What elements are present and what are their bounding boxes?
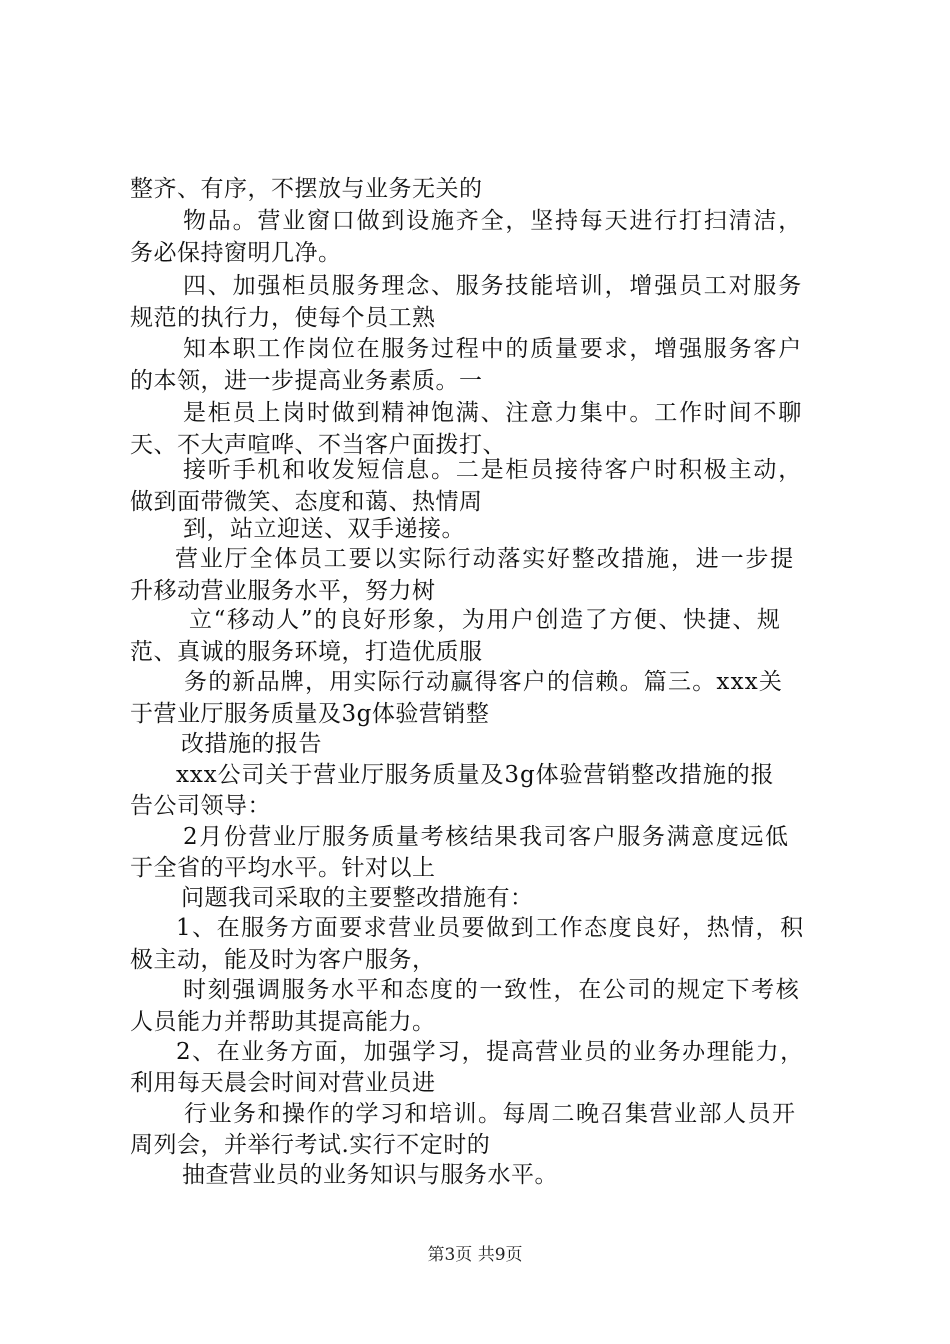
text-line: 立“移动人”的良好形象，为用户创造了方便、快捷、规 — [189, 607, 782, 633]
text-line: 于营业厅服务质量及3g体验营销整 — [130, 701, 490, 727]
text-line: 四、加强柜员服务理念、服务技能培训，增强员工对服务 — [183, 273, 803, 299]
text-line: 务必保持窗明几净。 — [130, 240, 342, 266]
text-line: 抽查营业员的业务知识与服务水平。 — [182, 1162, 558, 1188]
text-line: 利用每天晨会时间对营业员进 — [130, 1070, 436, 1096]
text-line: 务的新品牌，用实际行动赢得客户的信赖。篇三。xxx关 — [184, 669, 784, 695]
text-line: 知本职工作岗位在服务过程中的质量要求，增强服务客户 — [183, 336, 803, 362]
text-line: 整齐、有序，不摆放与业务无关的 — [130, 176, 483, 202]
text-line: 天、不大声喧哗、不当客户面拨打、 — [130, 432, 506, 458]
text-line: 于全省的平均水平。针对以上 — [130, 855, 436, 881]
text-line: 物品。营业窗口做到设施齐全，坚持每天进行打扫清洁， — [183, 208, 803, 234]
text-line: 是柜员上岗时做到精神饱满、注意力集中。工作时间不聊 — [183, 400, 803, 426]
text-line: 的本领，进一步提高业务素质。一 — [130, 368, 483, 394]
text-line: 升移动营业服务水平，努力树 — [130, 578, 436, 604]
text-line: 人员能力并帮助其提高能力。 — [130, 1009, 436, 1035]
text-line: 规范的执行力，使每个员工熟 — [130, 305, 436, 331]
text-line: 问题我司采取的主要整改措施有： — [181, 885, 534, 911]
text-line: xxx公司关于营业厅服务质量及3g体验营销整改措施的报 — [176, 762, 775, 788]
text-line: 1、在服务方面要求营业员要做到工作态度良好，热情，积 — [176, 915, 805, 941]
text-line: 周列会，并举行考试.实行不定时的 — [130, 1132, 491, 1158]
text-line: 告公司领导： — [130, 793, 271, 819]
page-number-footer: 第3页 共9页 — [427, 1245, 523, 1265]
text-line: 时刻强调服务水平和态度的一致性，在公司的规定下考核 — [183, 977, 801, 1003]
text-line: 范、真诚的服务环境，打造优质服 — [130, 639, 483, 665]
text-line: 接听手机和收发短信息。二是柜员接待客户时积极主动， — [183, 457, 803, 483]
text-line: 营业厅全体员工要以实际行动落实好整改措施，进一步提 — [175, 546, 795, 572]
text-line: 2月份营业厅服务质量考核结果我司客户服务满意度远低 — [183, 824, 790, 850]
text-line: 改措施的报告 — [181, 731, 322, 757]
text-line: 极主动，能及时为客户服务， — [130, 947, 436, 973]
text-line: 行业务和操作的学习和培训。每周二晚召集营业部人员开 — [184, 1101, 797, 1127]
text-line: 做到面带微笑、态度和蔼、热情周 — [130, 489, 483, 515]
text-line: 到，站立迎送、双手递接。 — [183, 516, 465, 542]
text-line: 2、在业务方面，加强学习，提高营业员的业务办理能力， — [176, 1039, 805, 1065]
